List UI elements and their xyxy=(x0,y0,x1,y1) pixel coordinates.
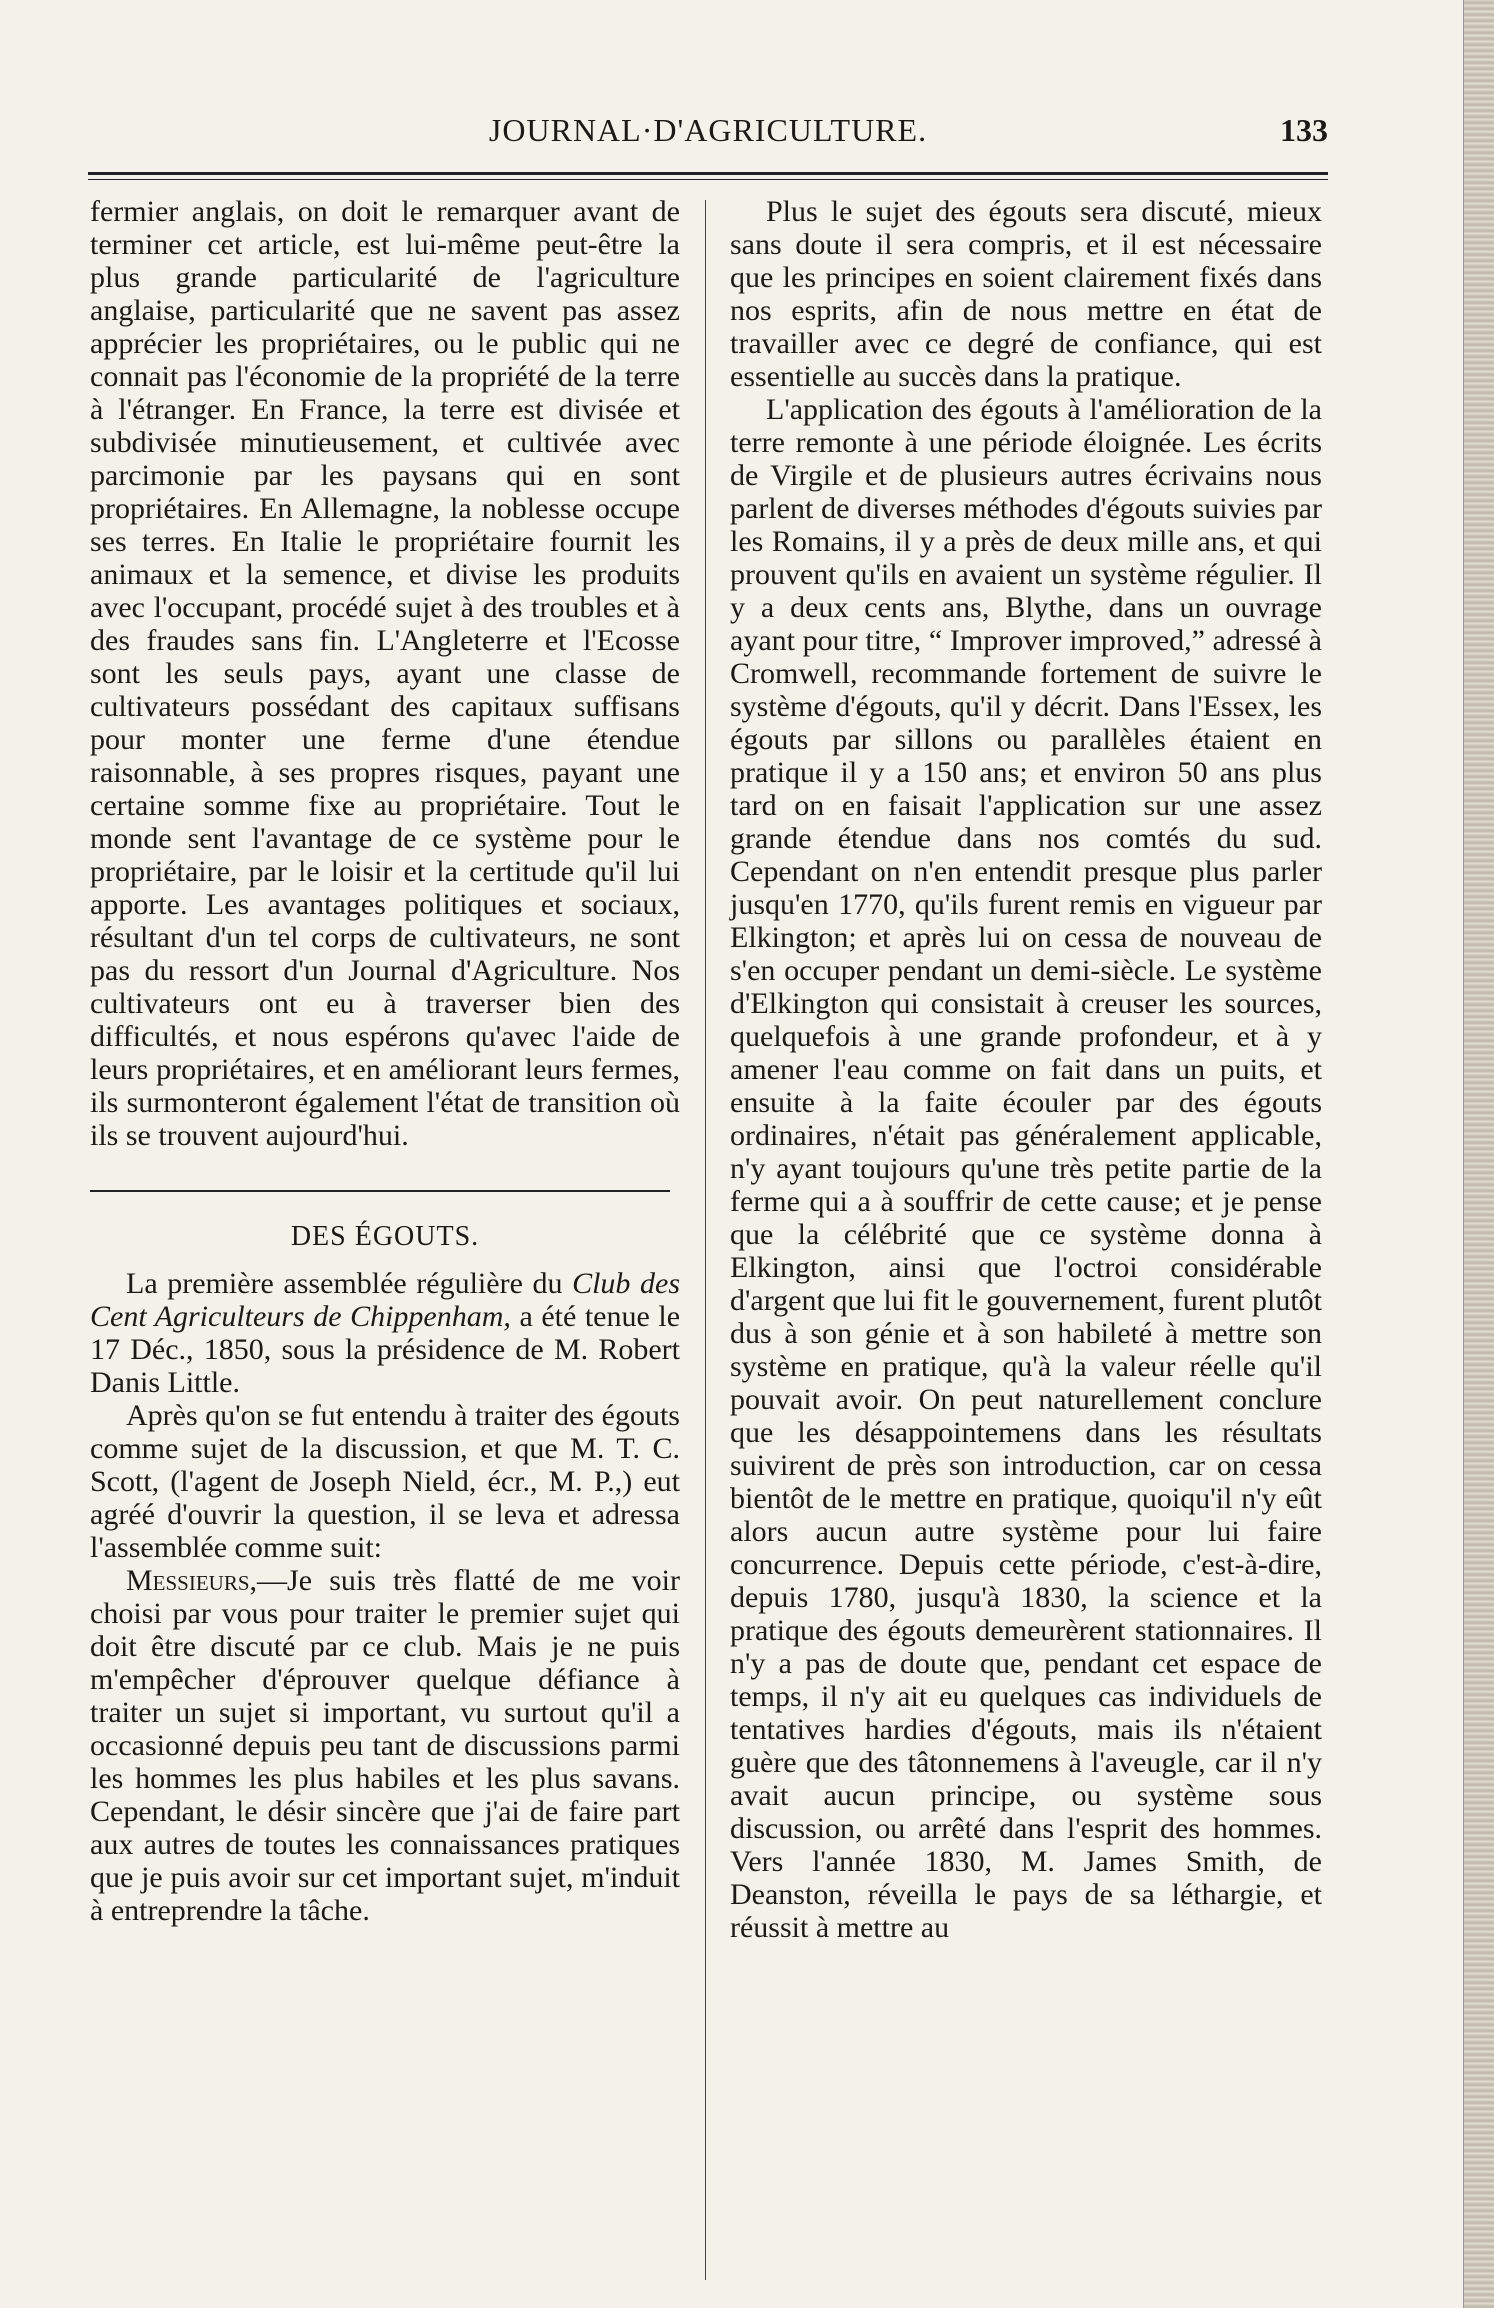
column-divider xyxy=(705,200,706,2280)
club-name: Club des Cent Agriculteurs de Chippenham, xyxy=(90,1267,681,1333)
header-rule xyxy=(88,172,1328,180)
paragraph-text: La première assemblée régulière du xyxy=(126,1267,563,1300)
paragraph-text: a été tenue le 17 Déc., 1850, sous la présidence de M. Robert Danis Little. xyxy=(90,1300,681,1399)
journal-title: JOURNAL·D'AGRICULTURE. xyxy=(488,112,928,148)
left-column xyxy=(90,195,680,1927)
letter-body: —Je suis très flatté de me voir choisi par vous pour traiter le premier sujet qui doit être discuté par ce club. Mais je ne puis m'empêcher d'éprouver quelque défiance à traiter un sujet si important, vu surtout qu'il a occasionné depuis peu tant de discussions parmi les hommes les plus habiles et les plus savans. Cependant, le désir sincère que j'ai de faire part aux autres de toutes les connaissances pratiques que je puis avoir sur cet important sujet, m'induit à entreprendre la tâche. xyxy=(90,1564,680,1927)
scan-edge xyxy=(1463,0,1494,2308)
letter-paragraph xyxy=(90,1564,680,1927)
right-column xyxy=(730,195,1322,1944)
letter-salutation: Messieurs, xyxy=(126,1564,258,1597)
left-paragraph-1: fermier anglais, on doit le remarquer avant de terminer cet article, est lui-même peut-être la plus grande particularité de l'agriculture anglaise, particularité que ne savent pas assez apprécier les propriétaires, ou le public qui ne connait pas l'économie de la propriété de la terre à l'étranger. En France, la terre est divisée et subdivisée minutieusement, et cultivée avec parcimonie par les paysans qui en sont propriétaires. En Allemagne, la noblesse occupe ses terres. En Italie le propriétaire fournit les animaux et la semence, et divise les produits avec l'occupant, procédé sujet à des troubles et à des fraudes sans fin. L'Angleterre et l'Ecosse sont les seuls pays, ayant une classe de cultivateurs possédant des capitaux suffisans pour monter une ferme d'une étendue raisonnable, à ses propres risques, payant une certaine somme fixe au propriétaire. Tout le monde sent l'avantage de ce système pour le propriétaire, par le loisir et la certitude qu'il lui apporte. Les avantages politiques et sociaux, résultant d'un tel corps de cultivateurs, ne sont pas du ressort d'un Journal d'Agriculture. Nos cultivateurs ont eu à traverser bien des difficultés, et nous espérons qu'avec l'aide de leurs propriétaires, et en améliorant leurs fermes, ils surmonteront également l'état de transition où ils se trouvent aujourd'hui. xyxy=(90,195,680,1152)
left-paragraph-3: Après qu'on se fut entendu à traiter des égouts comme sujet de la discussion, et que M. T. C. Scott, (l'agent de Joseph Nield, écr., M. P.,) eut agréé d'ouvrir la question, il se leva et adressa l'assemblée comme suit: xyxy=(90,1399,680,1564)
page-number: 133 xyxy=(1280,112,1328,148)
section-divider xyxy=(90,1190,670,1192)
right-paragraph-2: L'application des égouts à l'amélioration de la terre remonte à une période éloignée. Les écrits de Virgile et de plusieurs autres écrivains nous parlent de diverses méthodes d'égouts suivies par les Romains, il y a près de deux mille ans, et qui prouvent qu'ils en avaient un système régulier. Il y a deux cents ans, Blythe, dans un ouvrage ayant pour titre, “ Improver improved,” adressé à Cromwell, recommande fortement de suivre le système d'égouts, qu'il y décrit. Dans l'Essex, les égouts par sillons ou parallèles étaient en pratique il y a 150 ans; et environ 50 ans plus tard on en faisait l'application sur une assez grande étendue dans nos comtés du sud. Cependant on n'en entendit presque plus parler jusqu'en 1770, qu'ils furent remis en vigueur par Elkington; et après lui on cessa de nouveau de s'en occuper pendant un demi-siècle. Le système d'Elkington qui consistait à creuser les sources, quelquefois à une grande profondeur, et à y amener l'eau comme on fait dans un puits, et ensuite à la faite écouler par des égouts ordinaires, n'était pas généralement applicable, n'y ayant toujours qu'une très petite partie de la ferme qui a à souffrir de cette cause; et je pense que la célébrité que ce système donna à Elkington, ainsi que l'octroi considérable d'argent que lui fit le gouvernement, furent plutôt dus à son génie et à son habileté à mettre son système en pratique, qu'à la valeur réelle qu'il pouvait avoir. On peut naturellement conclure que les désappointemens dans les résultats suivirent de près son introduction, car on cessa bientôt de le mettre en pratique, quoiqu'il n'y eût alors aucun autre système pour lui faire concurrence. Depuis cette période, c'est-à-dire, depuis 1780, jusqu'à 1830, la science et la pratique des égouts demeurèrent stationnaires. Il n'y a pas de doute que, pendant cet espace de temps, il n'y ait eu quelques cas individuels de tentatives hardies d'égouts, mais ils n'étaient guère que des tâtonnemens à l'aveugle, car il n'y avait aucun principe, ou système sous discussion, ou arrêté dans l'esprit des hommes. Vers l'année 1830, M. James Smith, de Deanston, réveilla le pays de sa léthargie, et réussit à mettre au xyxy=(730,393,1322,1944)
section-title: DES ÉGOUTS. xyxy=(290,1221,480,1252)
right-paragraph-1: Plus le sujet des égouts sera discuté, mieux sans doute il sera compris, et il est nécessaire que les principes en soient clairement fixés dans nos esprits, afin de nous mettre en état de travailler avec ce degré de confiance, qui est essentielle au succès dans la pratique. xyxy=(730,195,1322,393)
left-paragraph-2 xyxy=(90,1267,680,1399)
running-head xyxy=(88,112,1328,162)
